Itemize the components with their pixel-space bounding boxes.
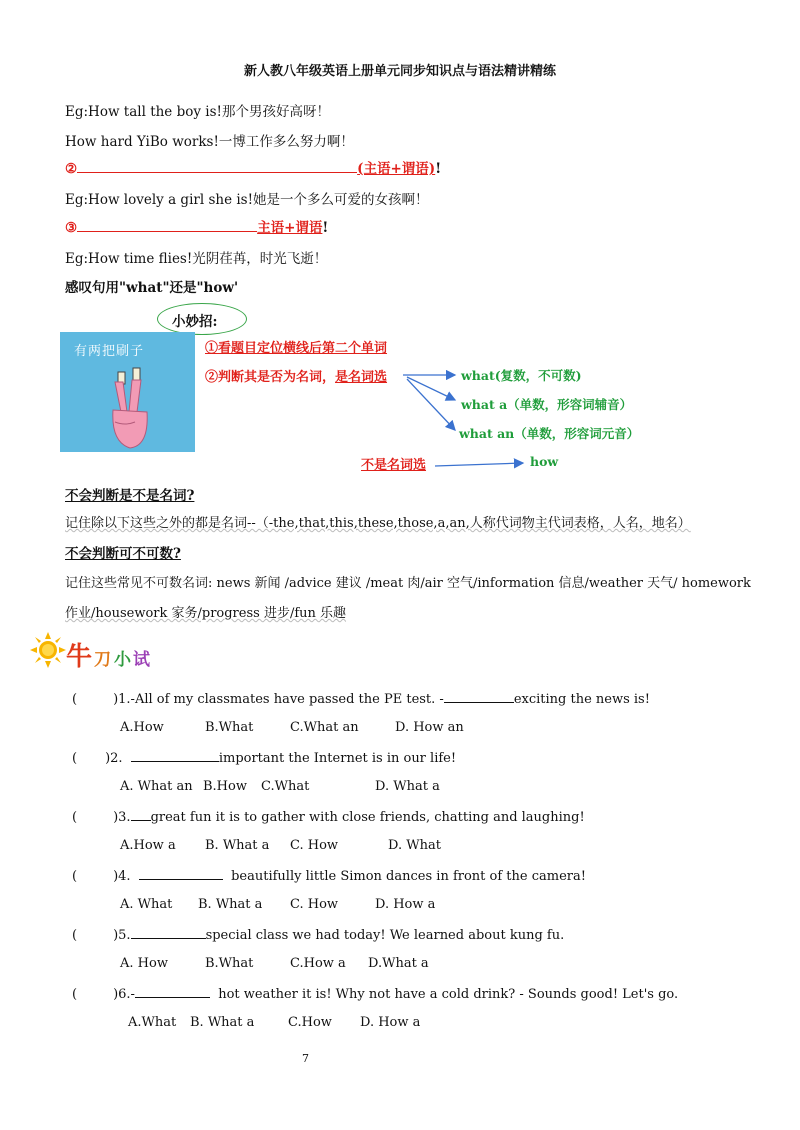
- option[interactable]: A.How: [120, 720, 164, 735]
- answer-blank[interactable]: [131, 808, 151, 821]
- option[interactable]: C.What an: [290, 720, 359, 735]
- rule-2-number: ②: [65, 161, 78, 177]
- uncountable-list-line-2: 作业/housework 家务/progress 进步/fun 乐趣: [65, 606, 347, 621]
- practice-title-char-2: 刀: [94, 650, 111, 670]
- question-6-options: [128, 1015, 421, 1030]
- option[interactable]: B.What: [205, 720, 254, 735]
- option[interactable]: D. How a: [360, 1015, 421, 1030]
- rule-2: ② (主语+谓语)!: [65, 161, 442, 177]
- illustration-caption: 有两把刷子: [74, 344, 145, 359]
- rule-3-formula: 主语+谓语: [257, 220, 323, 236]
- option[interactable]: C. How: [290, 838, 339, 853]
- practice-title-char-1: 牛: [66, 642, 93, 672]
- rule-2-formula: (主语+谓语): [357, 161, 436, 177]
- two-brushes-illustration: [60, 332, 195, 452]
- answer-blank[interactable]: [131, 749, 219, 762]
- page-header: 新人教八年级英语上册单元同步知识点与语法精讲精练: [243, 64, 556, 79]
- option[interactable]: B. What a: [198, 897, 263, 912]
- practice-title-char-3: 小: [114, 650, 131, 670]
- option[interactable]: A. What an: [120, 779, 193, 794]
- option[interactable]: C.What: [261, 779, 310, 794]
- question-6: ( )6.- hot weather it is! Why not have a cold drink? - Sounds good! Let's go.: [72, 987, 679, 1002]
- question-3-options: [120, 838, 441, 853]
- option[interactable]: D.What a: [368, 956, 429, 971]
- option[interactable]: A. How: [120, 956, 168, 971]
- option[interactable]: C. How: [290, 897, 339, 912]
- example-4: Eg:How time flies!光阴荏苒，时光飞逝！: [65, 251, 328, 267]
- rule-3-blank: [77, 219, 257, 232]
- option[interactable]: B. What a: [205, 838, 270, 853]
- section-title: 感叹句用"what"还是"how': [65, 280, 239, 296]
- example-3: Eg:How lovely a girl she is!她是一个多么可爱的女孩啊！: [65, 192, 429, 208]
- option[interactable]: A.What: [128, 1015, 177, 1030]
- option[interactable]: A.How a: [120, 838, 176, 853]
- rule-3-number: ③: [65, 220, 78, 236]
- question-3: ( )3. great fun it is to gather with close friends, chatting and laughing!: [72, 810, 585, 825]
- rule-3: ③ 主语+谓语!: [65, 220, 329, 236]
- tip-step-2: ②判断其是否为名词，是名词选: [205, 370, 388, 385]
- question-2-options: [120, 779, 440, 794]
- rule-2-blank: [77, 160, 357, 173]
- option[interactable]: D. How an: [395, 720, 464, 735]
- option[interactable]: D. What: [388, 838, 441, 853]
- branch-how: how: [530, 454, 559, 469]
- option[interactable]: C.How a: [290, 956, 346, 971]
- option[interactable]: D. What a: [375, 779, 440, 794]
- page-number: 7: [302, 1052, 309, 1065]
- question-1: ( )1.-All of my classmates have passed the PE test. - exciting the news is!: [72, 692, 650, 707]
- noun-question-title: 不会判断是不是名词?: [65, 488, 195, 504]
- option[interactable]: B.What: [205, 956, 254, 971]
- sun-icon: [30, 632, 66, 668]
- hand-v-sign-icon: [85, 362, 170, 452]
- answer-blank[interactable]: [139, 867, 223, 880]
- branch-what-an: what an（单数，形容词元音）: [459, 426, 640, 441]
- example-1: Eg:How tall the boy is!那个男孩好高呀！: [65, 104, 330, 120]
- question-4-options: [120, 897, 436, 912]
- tip-bubble-label: 小妙招:: [172, 314, 218, 330]
- not-noun-label: 不是名词选: [361, 458, 427, 473]
- option[interactable]: D. How a: [375, 897, 436, 912]
- uncountable-list-line-1: 记住这些常见不可数名词: news 新闻 /advice 建议 /meat 肉/air 空气/information 信息/weather 天气/ homework: [65, 576, 751, 591]
- tip-step-1: ①看题目定位横线后第二个单词: [205, 341, 388, 356]
- answer-blank[interactable]: [135, 985, 210, 998]
- question-2: ( )2. important the Internet is in our life!: [72, 751, 457, 766]
- practice-title-char-4: 试: [133, 650, 150, 670]
- question-5: ( )5. special class we had today! We learned about kung fu.: [72, 928, 565, 943]
- answer-blank[interactable]: [444, 690, 514, 703]
- option[interactable]: B. What a: [190, 1015, 255, 1030]
- noun-rule-text: 记住除以下这些之外的都是名词--（-the,that,this,these,those,a,an,人称代词物主代词表格，人名，地名）: [65, 516, 691, 531]
- question-4: ( )4. beautifully little Simon dances in front of the camera!: [72, 869, 586, 884]
- option[interactable]: B.How: [203, 779, 247, 794]
- question-5-options: [120, 956, 429, 971]
- branch-what: what(复数，不可数): [461, 368, 582, 383]
- answer-blank[interactable]: [131, 926, 206, 939]
- option[interactable]: A. What: [120, 897, 173, 912]
- branch-what-a: what a（单数，形容词辅音）: [461, 397, 633, 412]
- example-2: How hard YiBo works!一博工作多么努力啊！: [65, 134, 354, 150]
- option[interactable]: C.How: [288, 1015, 332, 1030]
- question-1-options: [120, 720, 464, 735]
- countable-question-title: 不会判断可不可数?: [65, 546, 181, 562]
